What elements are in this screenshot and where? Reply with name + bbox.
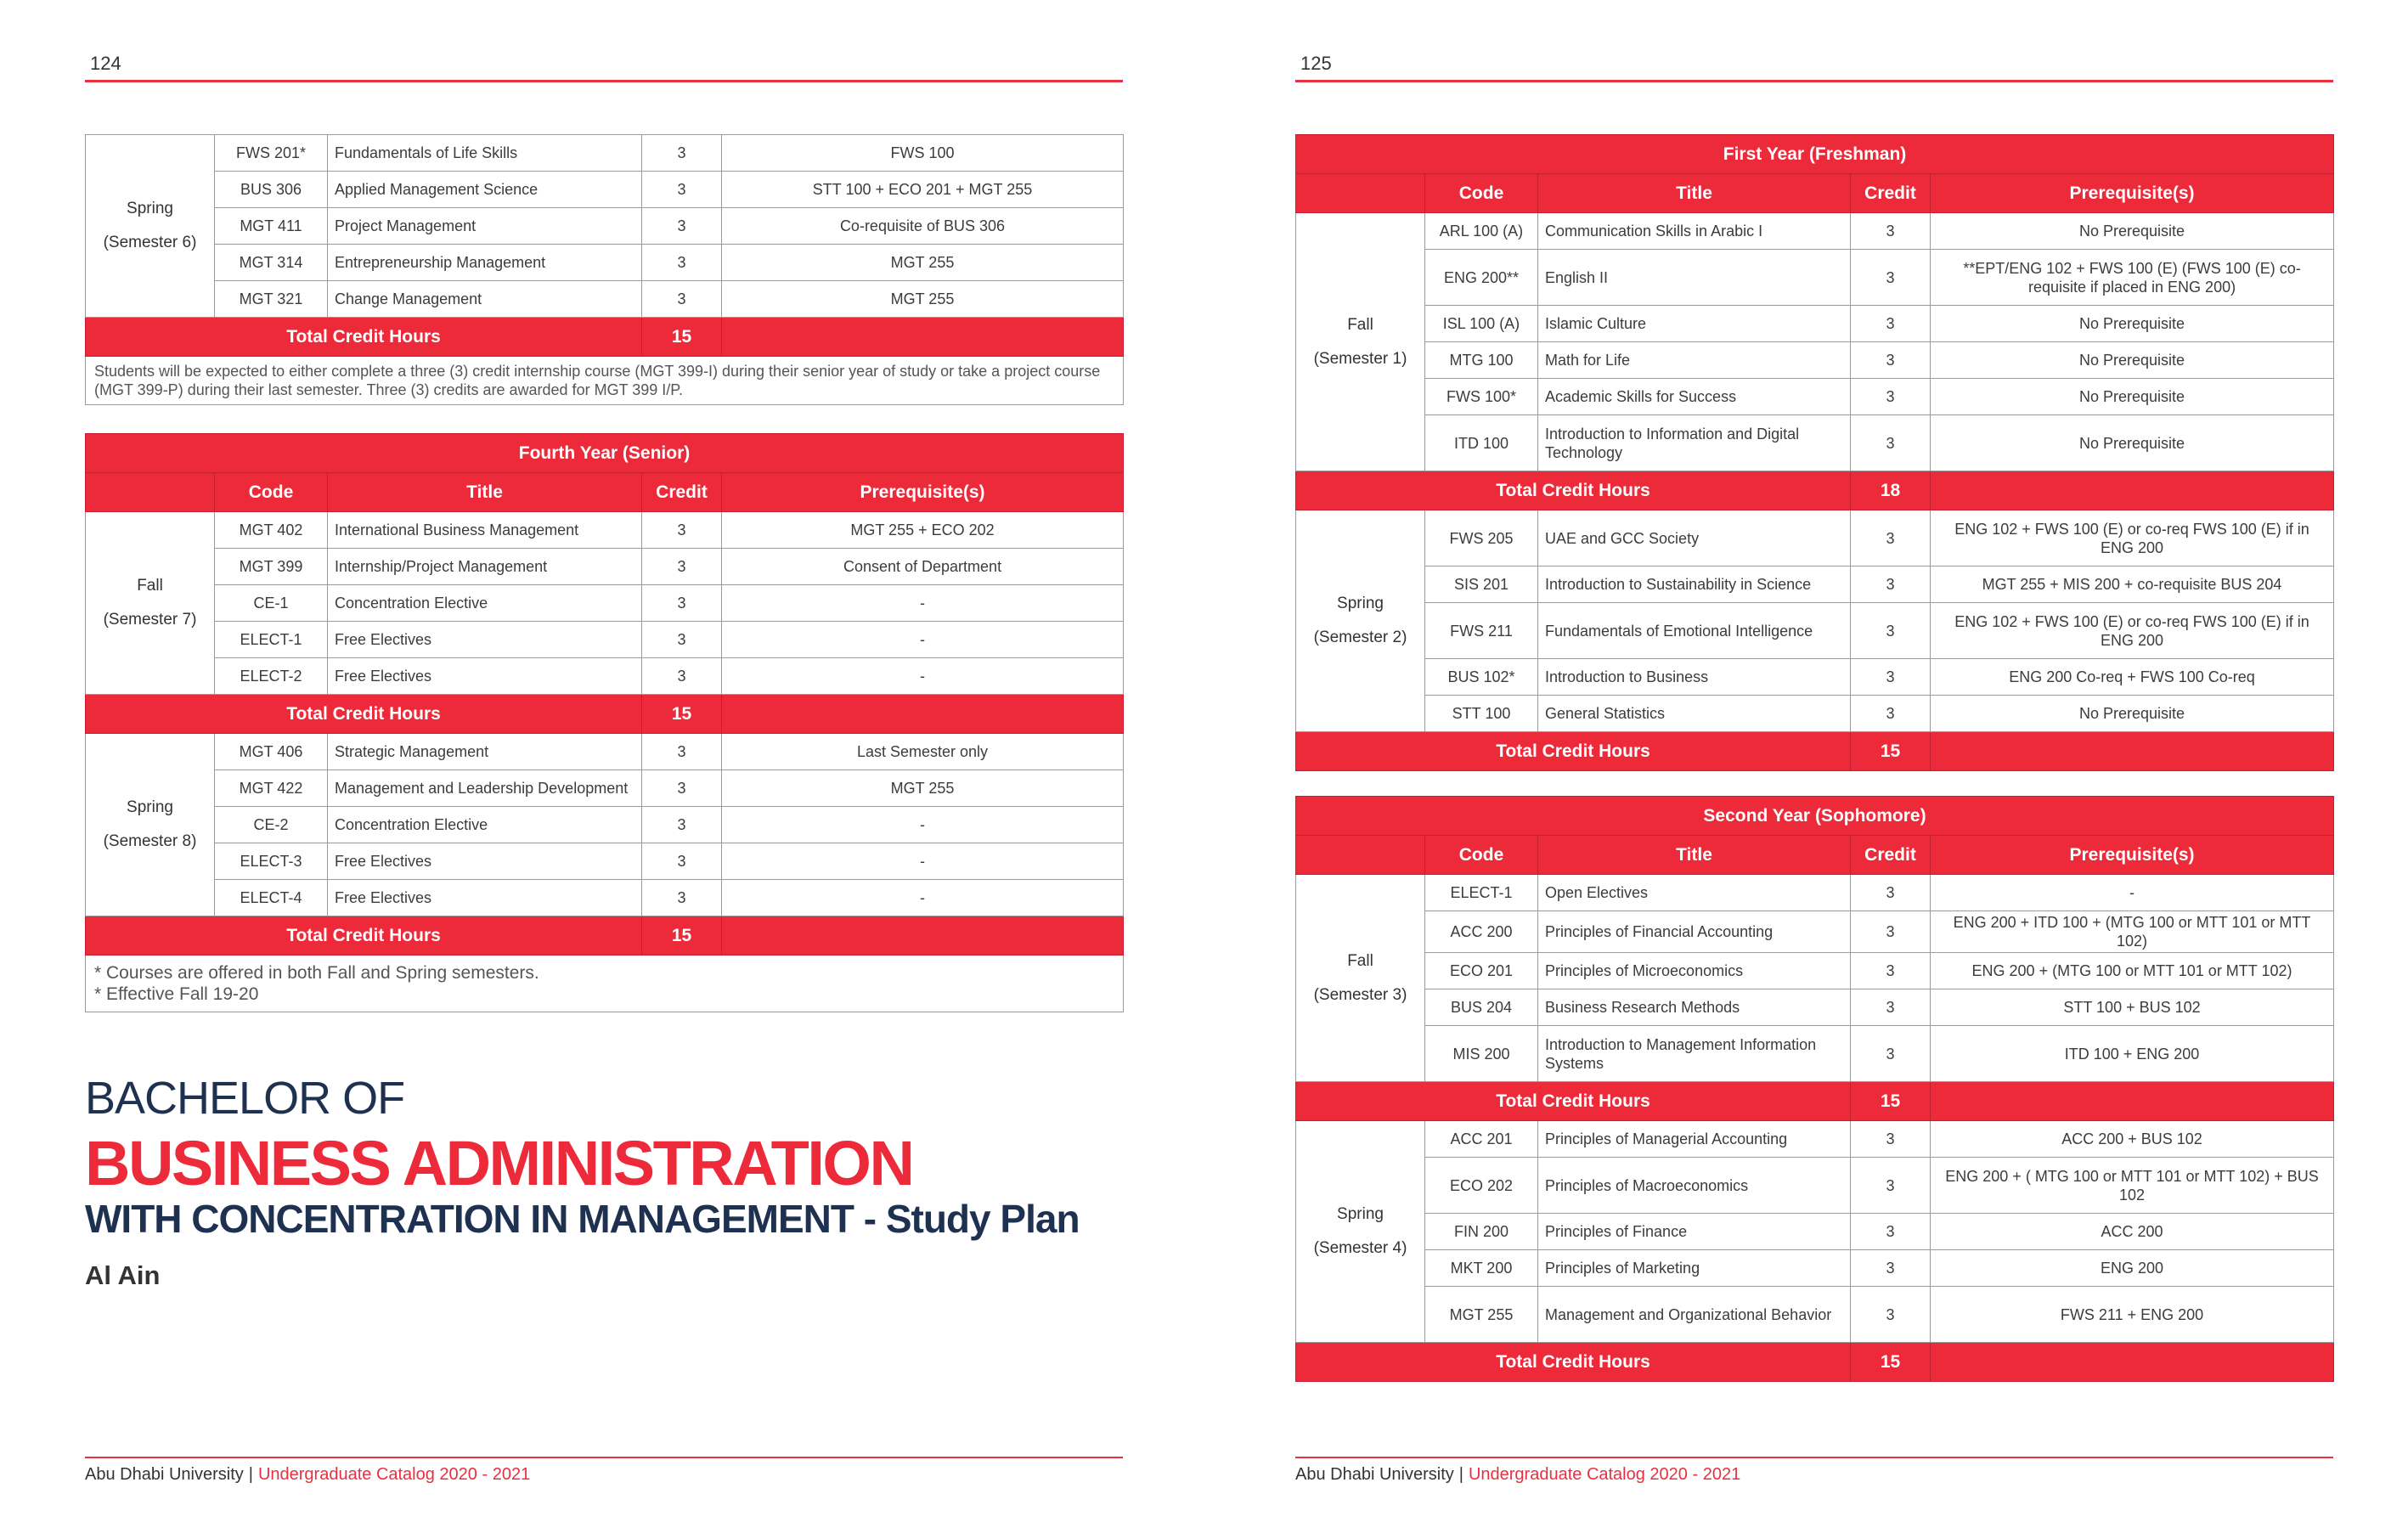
total-row	[1296, 1343, 2334, 1382]
table-row	[86, 622, 1124, 658]
total-row	[1296, 1082, 2334, 1121]
heading-line-1: BACHELOR OF	[85, 1073, 405, 1124]
course-code: STT 100	[1425, 696, 1538, 732]
table-row	[1296, 989, 2334, 1026]
course-credit: 3	[642, 770, 722, 807]
course-credit: 3	[1851, 659, 1931, 696]
course-prereq: ENG 200 Co-req + FWS 100 Co-req	[1931, 659, 2334, 696]
course-prereq: -	[722, 585, 1124, 622]
course-code: MGT 406	[215, 734, 328, 770]
course-code: BUS 204	[1425, 989, 1538, 1026]
course-title: Fundamentals of Life Skills	[328, 135, 642, 172]
heading-line-3: WITH CONCENTRATION IN MANAGEMENT - Study Plan	[85, 1197, 1080, 1241]
course-credit: 3	[1851, 911, 1931, 953]
course-code: MGT 314	[215, 245, 328, 281]
course-code: ACC 200	[1425, 911, 1538, 953]
table-row	[1296, 379, 2334, 415]
table-row	[1296, 213, 2334, 250]
course-code: ARL 100 (A)	[1425, 213, 1538, 250]
course-code: ELECT-1	[1425, 875, 1538, 911]
note-row	[86, 357, 1124, 405]
table-row	[86, 658, 1124, 695]
table-row	[86, 512, 1124, 549]
total-row	[1296, 471, 2334, 510]
left-page	[85, 0, 1123, 1539]
course-code: CE-1	[215, 585, 328, 622]
table-row	[86, 135, 1124, 172]
course-code: BUS 102*	[1425, 659, 1538, 696]
course-prereq: ENG 102 + FWS 100 (E) or co-req FWS 100 (E) if in ENG 200	[1931, 603, 2334, 659]
course-prereq: STT 100 + ECO 201 + MGT 255	[722, 172, 1124, 208]
year-title-row	[1296, 797, 2334, 836]
table-row	[86, 549, 1124, 585]
course-credit: 3	[1851, 379, 1931, 415]
course-credit: 3	[642, 585, 722, 622]
course-credit: 3	[642, 807, 722, 843]
footer-catalog: Undergraduate Catalog 2020 - 2021	[1468, 1465, 1741, 1484]
course-title: Applied Management Science	[328, 172, 642, 208]
total-row	[86, 318, 1124, 357]
header-rule	[1295, 80, 2333, 82]
total-label: Total Credit Hours	[1296, 1082, 1851, 1121]
campus-label: Al Ain	[85, 1260, 161, 1290]
course-prereq: No Prerequisite	[1931, 415, 2334, 471]
table-row	[1296, 510, 2334, 567]
total-label: Total Credit Hours	[1296, 471, 1851, 510]
course-prereq: -	[722, 880, 1124, 916]
total-value: 15	[642, 916, 722, 956]
table-row	[86, 843, 1124, 880]
course-title: Introduction to Sustainability in Science	[1538, 567, 1851, 603]
course-prereq: No Prerequisite	[1931, 379, 2334, 415]
table-row	[1296, 1158, 2334, 1214]
note-row	[86, 956, 1124, 1012]
header-prereq: Prerequisite(s)	[722, 473, 1124, 512]
total-value: 15	[642, 318, 722, 357]
course-code: MGT 422	[215, 770, 328, 807]
course-prereq: Co-requisite of BUS 306	[722, 208, 1124, 245]
footer-university: Abu Dhabi University	[85, 1465, 244, 1484]
course-prereq: -	[722, 622, 1124, 658]
header-code: Code	[215, 473, 328, 512]
course-prereq: No Prerequisite	[1931, 696, 2334, 732]
course-prereq: ENG 200 + (MTG 100 or MTT 101 or MTT 102)	[1931, 953, 2334, 989]
course-title: General Statistics	[1538, 696, 1851, 732]
semester-label: Spring (Semester 4)	[1296, 1121, 1425, 1343]
course-title: Concentration Elective	[328, 585, 642, 622]
total-value: 18	[1851, 471, 1931, 510]
table-row	[86, 245, 1124, 281]
course-title: Business Research Methods	[1538, 989, 1851, 1026]
course-code: ELECT-2	[215, 658, 328, 695]
header-prereq: Prerequisite(s)	[1931, 836, 2334, 875]
course-title: Principles of Managerial Accounting	[1538, 1121, 1851, 1158]
first-year-table	[1295, 134, 2334, 771]
total-label: Total Credit Hours	[1296, 1343, 1851, 1382]
footnotes	[86, 956, 1124, 1012]
course-prereq: -	[722, 658, 1124, 695]
table-row	[1296, 306, 2334, 342]
course-prereq: MGT 255	[722, 245, 1124, 281]
footnote: * Effective Fall 19-20	[94, 984, 259, 1004]
course-prereq: ACC 200 + BUS 102	[1931, 1121, 2334, 1158]
semester-6-table	[85, 134, 1124, 405]
total-row	[86, 695, 1124, 734]
course-title: UAE and GCC Society	[1538, 510, 1851, 567]
table-row	[1296, 953, 2334, 989]
course-code: ELECT-3	[215, 843, 328, 880]
course-title: Management and Organizational Behavior	[1538, 1287, 1851, 1343]
course-title: Change Management	[328, 281, 642, 318]
total-row	[86, 916, 1124, 956]
course-code: ACC 201	[1425, 1121, 1538, 1158]
table-row	[1296, 415, 2334, 471]
total-value: 15	[1851, 1082, 1931, 1121]
course-credit: 3	[1851, 250, 1931, 306]
course-prereq: -	[722, 807, 1124, 843]
course-prereq: MGT 255	[722, 281, 1124, 318]
table-row	[1296, 1287, 2334, 1343]
course-credit: 3	[642, 281, 722, 318]
header-code: Code	[1425, 174, 1538, 213]
course-credit: 3	[1851, 1287, 1931, 1343]
course-credit: 3	[1851, 603, 1931, 659]
course-credit: 3	[642, 245, 722, 281]
table-row	[86, 585, 1124, 622]
course-prereq: ENG 200	[1931, 1250, 2334, 1287]
header-rule	[85, 80, 1123, 82]
course-prereq: ENG 102 + FWS 100 (E) or co-req FWS 100 (E) if in ENG 200	[1931, 510, 2334, 567]
semester-label: Fall (Semester 7)	[86, 512, 215, 695]
course-credit: 3	[1851, 1158, 1931, 1214]
course-title: Introduction to Business	[1538, 659, 1851, 696]
course-code: FIN 200	[1425, 1214, 1538, 1250]
footer	[1295, 1465, 1740, 1485]
course-prereq: Consent of Department	[722, 549, 1124, 585]
footer-university: Abu Dhabi University	[1295, 1465, 1454, 1484]
header-row	[1296, 174, 2334, 213]
course-title: Academic Skills for Success	[1538, 379, 1851, 415]
header-credit: Credit	[1851, 836, 1931, 875]
table-row	[86, 281, 1124, 318]
year-title: Fourth Year (Senior)	[86, 434, 1124, 473]
course-code: FWS 211	[1425, 603, 1538, 659]
course-prereq: MGT 255	[722, 770, 1124, 807]
course-title: Principles of Finance	[1538, 1214, 1851, 1250]
total-value: 15	[642, 695, 722, 734]
footer	[85, 1465, 530, 1485]
course-prereq: MGT 255 + ECO 202	[722, 512, 1124, 549]
course-credit: 3	[642, 135, 722, 172]
semester-label: Spring (Semester 2)	[1296, 510, 1425, 732]
course-prereq: -	[1931, 875, 2334, 911]
course-code: FWS 205	[1425, 510, 1538, 567]
course-credit: 3	[642, 880, 722, 916]
internship-note: Students will be expected to either complete a three (3) credit internship course (MGT 399-I) during their senior year of study or take a project course (MGT 399-P) during their last semester. Three (3) credits are awarded for MGT 399 I/P.	[86, 357, 1124, 405]
semester-label: Fall (Semester 1)	[1296, 213, 1425, 471]
header-title: Title	[1538, 836, 1851, 875]
course-credit: 3	[1851, 415, 1931, 471]
course-credit: 3	[1851, 1121, 1931, 1158]
course-code: MGT 321	[215, 281, 328, 318]
header-code: Code	[1425, 836, 1538, 875]
course-code: MGT 255	[1425, 1287, 1538, 1343]
course-prereq: No Prerequisite	[1931, 213, 2334, 250]
course-credit: 3	[642, 734, 722, 770]
header-credit: Credit	[642, 473, 722, 512]
course-prereq: MGT 255 + MIS 200 + co-requisite BUS 204	[1931, 567, 2334, 603]
table-row	[86, 770, 1124, 807]
course-credit: 3	[1851, 989, 1931, 1026]
total-label: Total Credit Hours	[86, 318, 642, 357]
course-credit: 3	[1851, 567, 1931, 603]
semester-label: Spring (Semester 6)	[86, 135, 215, 318]
course-code: MGT 402	[215, 512, 328, 549]
header-prereq: Prerequisite(s)	[1931, 174, 2334, 213]
course-title: Management and Leadership Development	[328, 770, 642, 807]
course-prereq: No Prerequisite	[1931, 306, 2334, 342]
course-prereq: STT 100 + BUS 102	[1931, 989, 2334, 1026]
course-title: Principles of Microeconomics	[1538, 953, 1851, 989]
course-title: Free Electives	[328, 843, 642, 880]
total-label: Total Credit Hours	[86, 916, 642, 956]
course-code: ISL 100 (A)	[1425, 306, 1538, 342]
course-title: Math for Life	[1538, 342, 1851, 379]
table-row	[86, 880, 1124, 916]
year-title: First Year (Freshman)	[1296, 135, 2334, 174]
course-code: MGT 399	[215, 549, 328, 585]
course-credit: 3	[1851, 696, 1931, 732]
course-title: Principles of Financial Accounting	[1538, 911, 1851, 953]
table-row	[1296, 1121, 2334, 1158]
course-title: International Business Management	[328, 512, 642, 549]
semester-label: Spring (Semester 8)	[86, 734, 215, 916]
course-credit: 3	[1851, 510, 1931, 567]
table-row	[1296, 603, 2334, 659]
semester-label: Fall (Semester 3)	[1296, 875, 1425, 1082]
table-row	[1296, 696, 2334, 732]
course-code: BUS 306	[215, 172, 328, 208]
course-code: ELECT-1	[215, 622, 328, 658]
course-title: Project Management	[328, 208, 642, 245]
heading-line-2: BUSINESS ADMINISTRATION	[85, 1128, 913, 1198]
table-row	[1296, 1214, 2334, 1250]
course-credit: 3	[1851, 1214, 1931, 1250]
table-row	[1296, 250, 2334, 306]
total-value: 15	[1851, 732, 1931, 771]
course-title: Open Electives	[1538, 875, 1851, 911]
course-prereq: FWS 211 + ENG 200	[1931, 1287, 2334, 1343]
course-credit: 3	[642, 843, 722, 880]
course-credit: 3	[1851, 875, 1931, 911]
course-title: Internship/Project Management	[328, 549, 642, 585]
year-title: Second Year (Sophomore)	[1296, 797, 2334, 836]
course-credit: 3	[642, 208, 722, 245]
footnote: * Courses are offered in both Fall and Spring semesters.	[94, 963, 539, 983]
course-title: Principles of Macroeconomics	[1538, 1158, 1851, 1214]
header-row	[1296, 836, 2334, 875]
course-credit: 3	[642, 622, 722, 658]
course-prereq: -	[722, 843, 1124, 880]
course-prereq: No Prerequisite	[1931, 342, 2334, 379]
total-label: Total Credit Hours	[1296, 732, 1851, 771]
course-credit: 3	[1851, 953, 1931, 989]
header-row	[86, 473, 1124, 512]
table-row	[1296, 1250, 2334, 1287]
course-title: Introduction to Management Information Systems	[1538, 1026, 1851, 1082]
page-number: 125	[1300, 53, 1332, 74]
footer-rule	[85, 1457, 1123, 1458]
course-title: Fundamentals of Emotional Intelligence	[1538, 603, 1851, 659]
course-title: Introduction to Information and Digital Technology	[1538, 415, 1851, 471]
course-credit: 3	[642, 512, 722, 549]
course-code: ECO 202	[1425, 1158, 1538, 1214]
table-row	[86, 734, 1124, 770]
course-prereq: ACC 200	[1931, 1214, 2334, 1250]
total-label: Total Credit Hours	[86, 695, 642, 734]
table-row	[1296, 911, 2334, 953]
course-prereq: Last Semester only	[722, 734, 1124, 770]
course-code: MTG 100	[1425, 342, 1538, 379]
course-credit: 3	[1851, 306, 1931, 342]
course-credit: 3	[1851, 1026, 1931, 1082]
fourth-year-table	[85, 433, 1124, 1012]
course-code: ITD 100	[1425, 415, 1538, 471]
course-code: FWS 100*	[1425, 379, 1538, 415]
course-prereq: **EPT/ENG 102 + FWS 100 (E) (FWS 100 (E) co-requisite if placed in ENG 200)	[1931, 250, 2334, 306]
total-value: 15	[1851, 1343, 1931, 1382]
year-title-row	[1296, 135, 2334, 174]
course-title: English II	[1538, 250, 1851, 306]
footer-separator: |	[248, 1465, 253, 1484]
course-title: Free Electives	[328, 880, 642, 916]
course-credit: 3	[1851, 342, 1931, 379]
course-title: Concentration Elective	[328, 807, 642, 843]
course-credit: 3	[1851, 213, 1931, 250]
course-code: ENG 200**	[1425, 250, 1538, 306]
second-year-table	[1295, 796, 2334, 1382]
course-title: Strategic Management	[328, 734, 642, 770]
table-row	[86, 208, 1124, 245]
table-row	[1296, 567, 2334, 603]
table-row	[1296, 875, 2334, 911]
course-code: CE-2	[215, 807, 328, 843]
footer-catalog: Undergraduate Catalog 2020 - 2021	[257, 1465, 531, 1484]
course-credit: 3	[642, 172, 722, 208]
course-title: Principles of Marketing	[1538, 1250, 1851, 1287]
course-title: Free Electives	[328, 622, 642, 658]
total-row	[1296, 732, 2334, 771]
course-title: Entrepreneurship Management	[328, 245, 642, 281]
course-code: SIS 201	[1425, 567, 1538, 603]
header-title: Title	[1538, 174, 1851, 213]
course-code: FWS 201*	[215, 135, 328, 172]
course-code: MIS 200	[1425, 1026, 1538, 1082]
course-credit: 3	[642, 549, 722, 585]
course-title: Communication Skills in Arabic I	[1538, 213, 1851, 250]
course-title: Islamic Culture	[1538, 306, 1851, 342]
course-prereq: ENG 200 + ITD 100 + (MTG 100 or MTT 101 or MTT 102)	[1931, 911, 2334, 953]
course-code: ECO 201	[1425, 953, 1538, 989]
course-prereq: ITD 100 + ENG 200	[1931, 1026, 2334, 1082]
footer-separator: |	[1458, 1465, 1463, 1484]
course-prereq: FWS 100	[722, 135, 1124, 172]
table-row	[1296, 659, 2334, 696]
course-credit: 3	[642, 658, 722, 695]
course-prereq: ENG 200 + ( MTG 100 or MTT 101 or MTT 102) + BUS 102	[1931, 1158, 2334, 1214]
course-code: MGT 411	[215, 208, 328, 245]
page-number: 124	[90, 53, 121, 74]
right-page	[1295, 0, 2333, 1539]
course-credit: 3	[1851, 1250, 1931, 1287]
table-row	[1296, 342, 2334, 379]
table-row	[86, 172, 1124, 208]
table-row	[1296, 1026, 2334, 1082]
course-code: ELECT-4	[215, 880, 328, 916]
header-credit: Credit	[1851, 174, 1931, 213]
table-row	[86, 807, 1124, 843]
header-title: Title	[328, 473, 642, 512]
year-title-row	[86, 434, 1124, 473]
course-title: Free Electives	[328, 658, 642, 695]
footer-rule	[1295, 1457, 2333, 1458]
course-code: MKT 200	[1425, 1250, 1538, 1287]
